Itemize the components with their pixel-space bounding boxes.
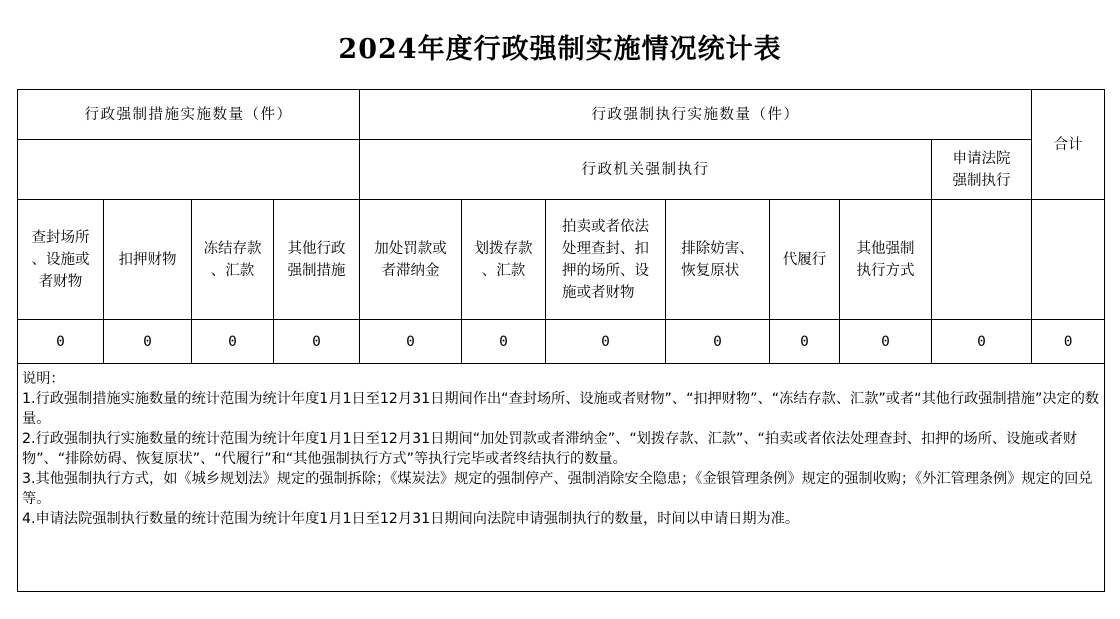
- column-header: [104, 200, 192, 320]
- column-header-label: 其他强制 执行方式: [856, 240, 915, 279]
- header-row-1: [18, 90, 1105, 140]
- column-header: [192, 200, 274, 320]
- column-header-label: 拍卖或者依法 处理查封、扣 押的场所、设 施或者财物: [562, 218, 649, 301]
- value-cell: 0: [360, 320, 462, 364]
- column-header-label: 代履行: [782, 251, 827, 268]
- value-cell: 0: [840, 320, 932, 364]
- note-item: 3.其他强制执行方式，如《城乡规划法》规定的强制拆除；《煤炭法》规定的强制停产、强制消除安全隐患；《金银管理条例》规定的强制收购；《外汇管理条例》规定的回兑等。: [22, 471, 1093, 507]
- column-header: [274, 200, 360, 320]
- note-item: 2.行政强制执行实施数量的统计范围为统计年度1月1日至12月31日期间“加处罚款或者滞纳金”、“划拨存款、汇款”、“拍卖或者依法处理查封、扣押的场所、设施或者财物”、“排除妨碍、恢复原状”、“代履行”和“其他强制执行方式”等执行完毕或者终结执行的数量。: [22, 431, 1078, 467]
- notes-cell: [18, 364, 1105, 592]
- value-cell: 0: [1032, 320, 1105, 364]
- column-header-label: 划拨存款 、汇款: [474, 240, 533, 279]
- measures-subheader-blank: [18, 140, 360, 200]
- column-header: [770, 200, 840, 320]
- statistics-table: [17, 89, 1105, 592]
- column-header-label: 加处罚款或 者滞纳金: [374, 240, 447, 279]
- column-header: [360, 200, 462, 320]
- column-header-label: 扣押财物: [118, 251, 177, 268]
- value-cell: 0: [462, 320, 546, 364]
- value-cell: 0: [104, 320, 192, 364]
- values-row: [18, 320, 1105, 364]
- column-header: [462, 200, 546, 320]
- note-item: 4.申请法院强制执行数量的统计范围为统计年度1月1日至12月31日期间向法院申请强制执行的数量，时间以申请日期为准。: [22, 511, 800, 527]
- court-execution-header: [932, 140, 1032, 200]
- value-cell: 0: [546, 320, 666, 364]
- total-header: 合计: [1032, 90, 1105, 200]
- total-column-blank: [1032, 200, 1105, 320]
- value-cell: 0: [274, 320, 360, 364]
- admin-execution-header: 行政机关强制执行: [360, 140, 932, 200]
- header-row-3: [18, 200, 1105, 320]
- value-cell: 0: [192, 320, 274, 364]
- column-header: [546, 200, 666, 320]
- notes-row: [18, 364, 1105, 592]
- column-header: [18, 200, 104, 320]
- execution-group-header: 行政强制执行实施数量（件）: [360, 90, 1032, 140]
- header-row-2: [18, 140, 1105, 200]
- measures-group-header: 行政强制措施实施数量（件）: [18, 90, 360, 140]
- column-header-label: 排除妨害、 恢复原状: [681, 240, 754, 279]
- value-cell: 0: [18, 320, 104, 364]
- court-execution-column-blank: [932, 200, 1032, 320]
- notes-heading: 说明：: [22, 371, 65, 387]
- value-cell: 0: [666, 320, 770, 364]
- column-header-label: 查封场所 、设施或 者财物: [31, 229, 90, 290]
- value-cell: 0: [932, 320, 1032, 364]
- column-header-label: 其他行政 强制措施: [287, 240, 346, 279]
- page-title: 2024年度行政强制实施情况统计表: [338, 34, 782, 65]
- value-cell: 0: [770, 320, 840, 364]
- column-header-label: 冻结存款 、汇款: [203, 240, 262, 279]
- note-item: 1.行政强制措施实施数量的统计范围为统计年度1月1日至12月31日期间作出“查封场所、设施或者财物”、“扣押财物”、“冻结存款、汇款”或者“其他行政强制措施”决定的数量。: [22, 391, 1100, 427]
- court-execution-label: 申请法院 强制执行: [952, 150, 1011, 189]
- column-header: [840, 200, 932, 320]
- column-header: [666, 200, 770, 320]
